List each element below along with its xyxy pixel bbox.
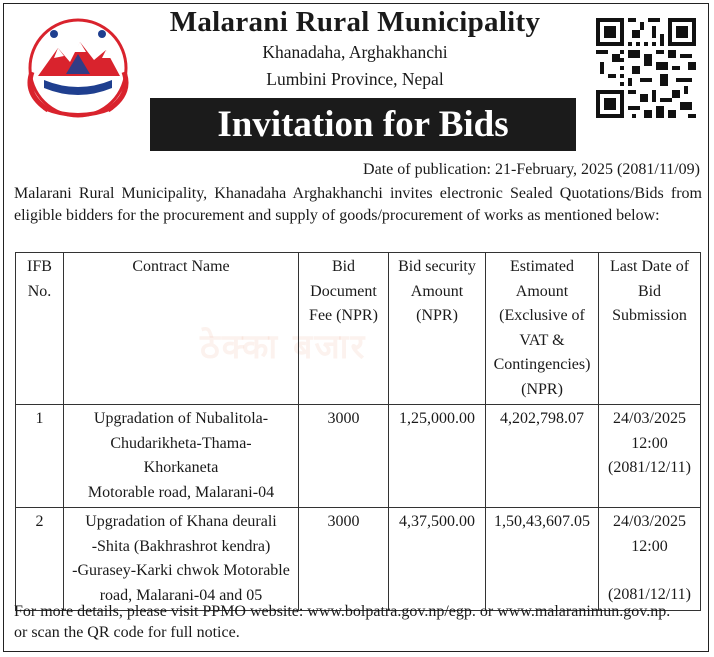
cell-ifb: 2	[16, 508, 64, 611]
header-contract-name: Contract Name	[64, 253, 299, 405]
header-bid-security: Bid security Amount (NPR)	[389, 253, 486, 405]
nepal-emblem-icon	[14, 14, 142, 124]
cell-bid-fee: 3000	[299, 405, 389, 508]
watermark: ठेक्का बजार	[200, 327, 367, 367]
table-header-row	[16, 253, 701, 405]
cell-bid-security: 4,37,500.00	[389, 508, 486, 611]
header-ifb: IFB No.	[16, 253, 64, 405]
intro-paragraph: Malarani Rural Municipality, Khanadaha Arghakhanchi invites electronic Sealed Quotations/Bids from eligible bidders for the procurement and supply of goods/procurement of works as mentioned below:	[14, 185, 702, 224]
address-line-2: Lumbini Province, Nepal	[266, 69, 444, 89]
cell-contract-name: Upgradation of Nubalitola- Chudarikheta-Thama- Khorkaneta Motorable road, Malarani-04	[64, 405, 299, 508]
qr-code-icon[interactable]	[596, 18, 696, 118]
header-last-date: Last Date of Bid Submission	[599, 253, 701, 405]
footer-line-2: or scan the QR code for full notice.	[14, 624, 240, 641]
banner-heading: Invitation for Bids	[150, 98, 576, 151]
cell-last-date: 24/03/2025 12:00 (2081/12/11)	[599, 508, 701, 611]
bids-table	[15, 252, 701, 611]
footer-note	[14, 601, 706, 643]
address-line-1: Khanadaha, Arghakhanchi	[262, 42, 448, 62]
cell-last-date: 24/03/2025 12:00 (2081/12/11)	[599, 405, 701, 508]
cell-estimated-amount: 1,50,43,607.05	[486, 508, 599, 611]
cell-bid-security: 1,25,000.00	[389, 405, 486, 508]
municipality-title: Malarani Rural Municipality	[169, 6, 541, 38]
cell-contract-name: Upgradation of Khana deurali -Shita (Bakhrashrot kendra) -Gurasey-Karki chwok Motorable road, Malarani-04 and 05	[64, 508, 299, 611]
cell-ifb: 1	[16, 405, 64, 508]
footer-line-1: For more details, please visit PPMO website: www.bolpatra.gov.np/egp. or www.malaranimun.gov.np.	[14, 603, 671, 620]
cell-bid-fee: 3000	[299, 508, 389, 611]
table-row	[16, 508, 701, 611]
table-row	[16, 405, 701, 508]
header-bid-fee: Bid Document Fee (NPR)	[299, 253, 389, 405]
header-estimated-amount: Estimated Amount (Exclusive of VAT & Contingencies) (NPR)	[486, 253, 599, 405]
cell-estimated-amount: 4,202,798.07	[486, 405, 599, 508]
publication-date: Date of publication: 21-February, 2025 (2081/11/09)	[363, 161, 700, 178]
spacer	[603, 559, 696, 583]
